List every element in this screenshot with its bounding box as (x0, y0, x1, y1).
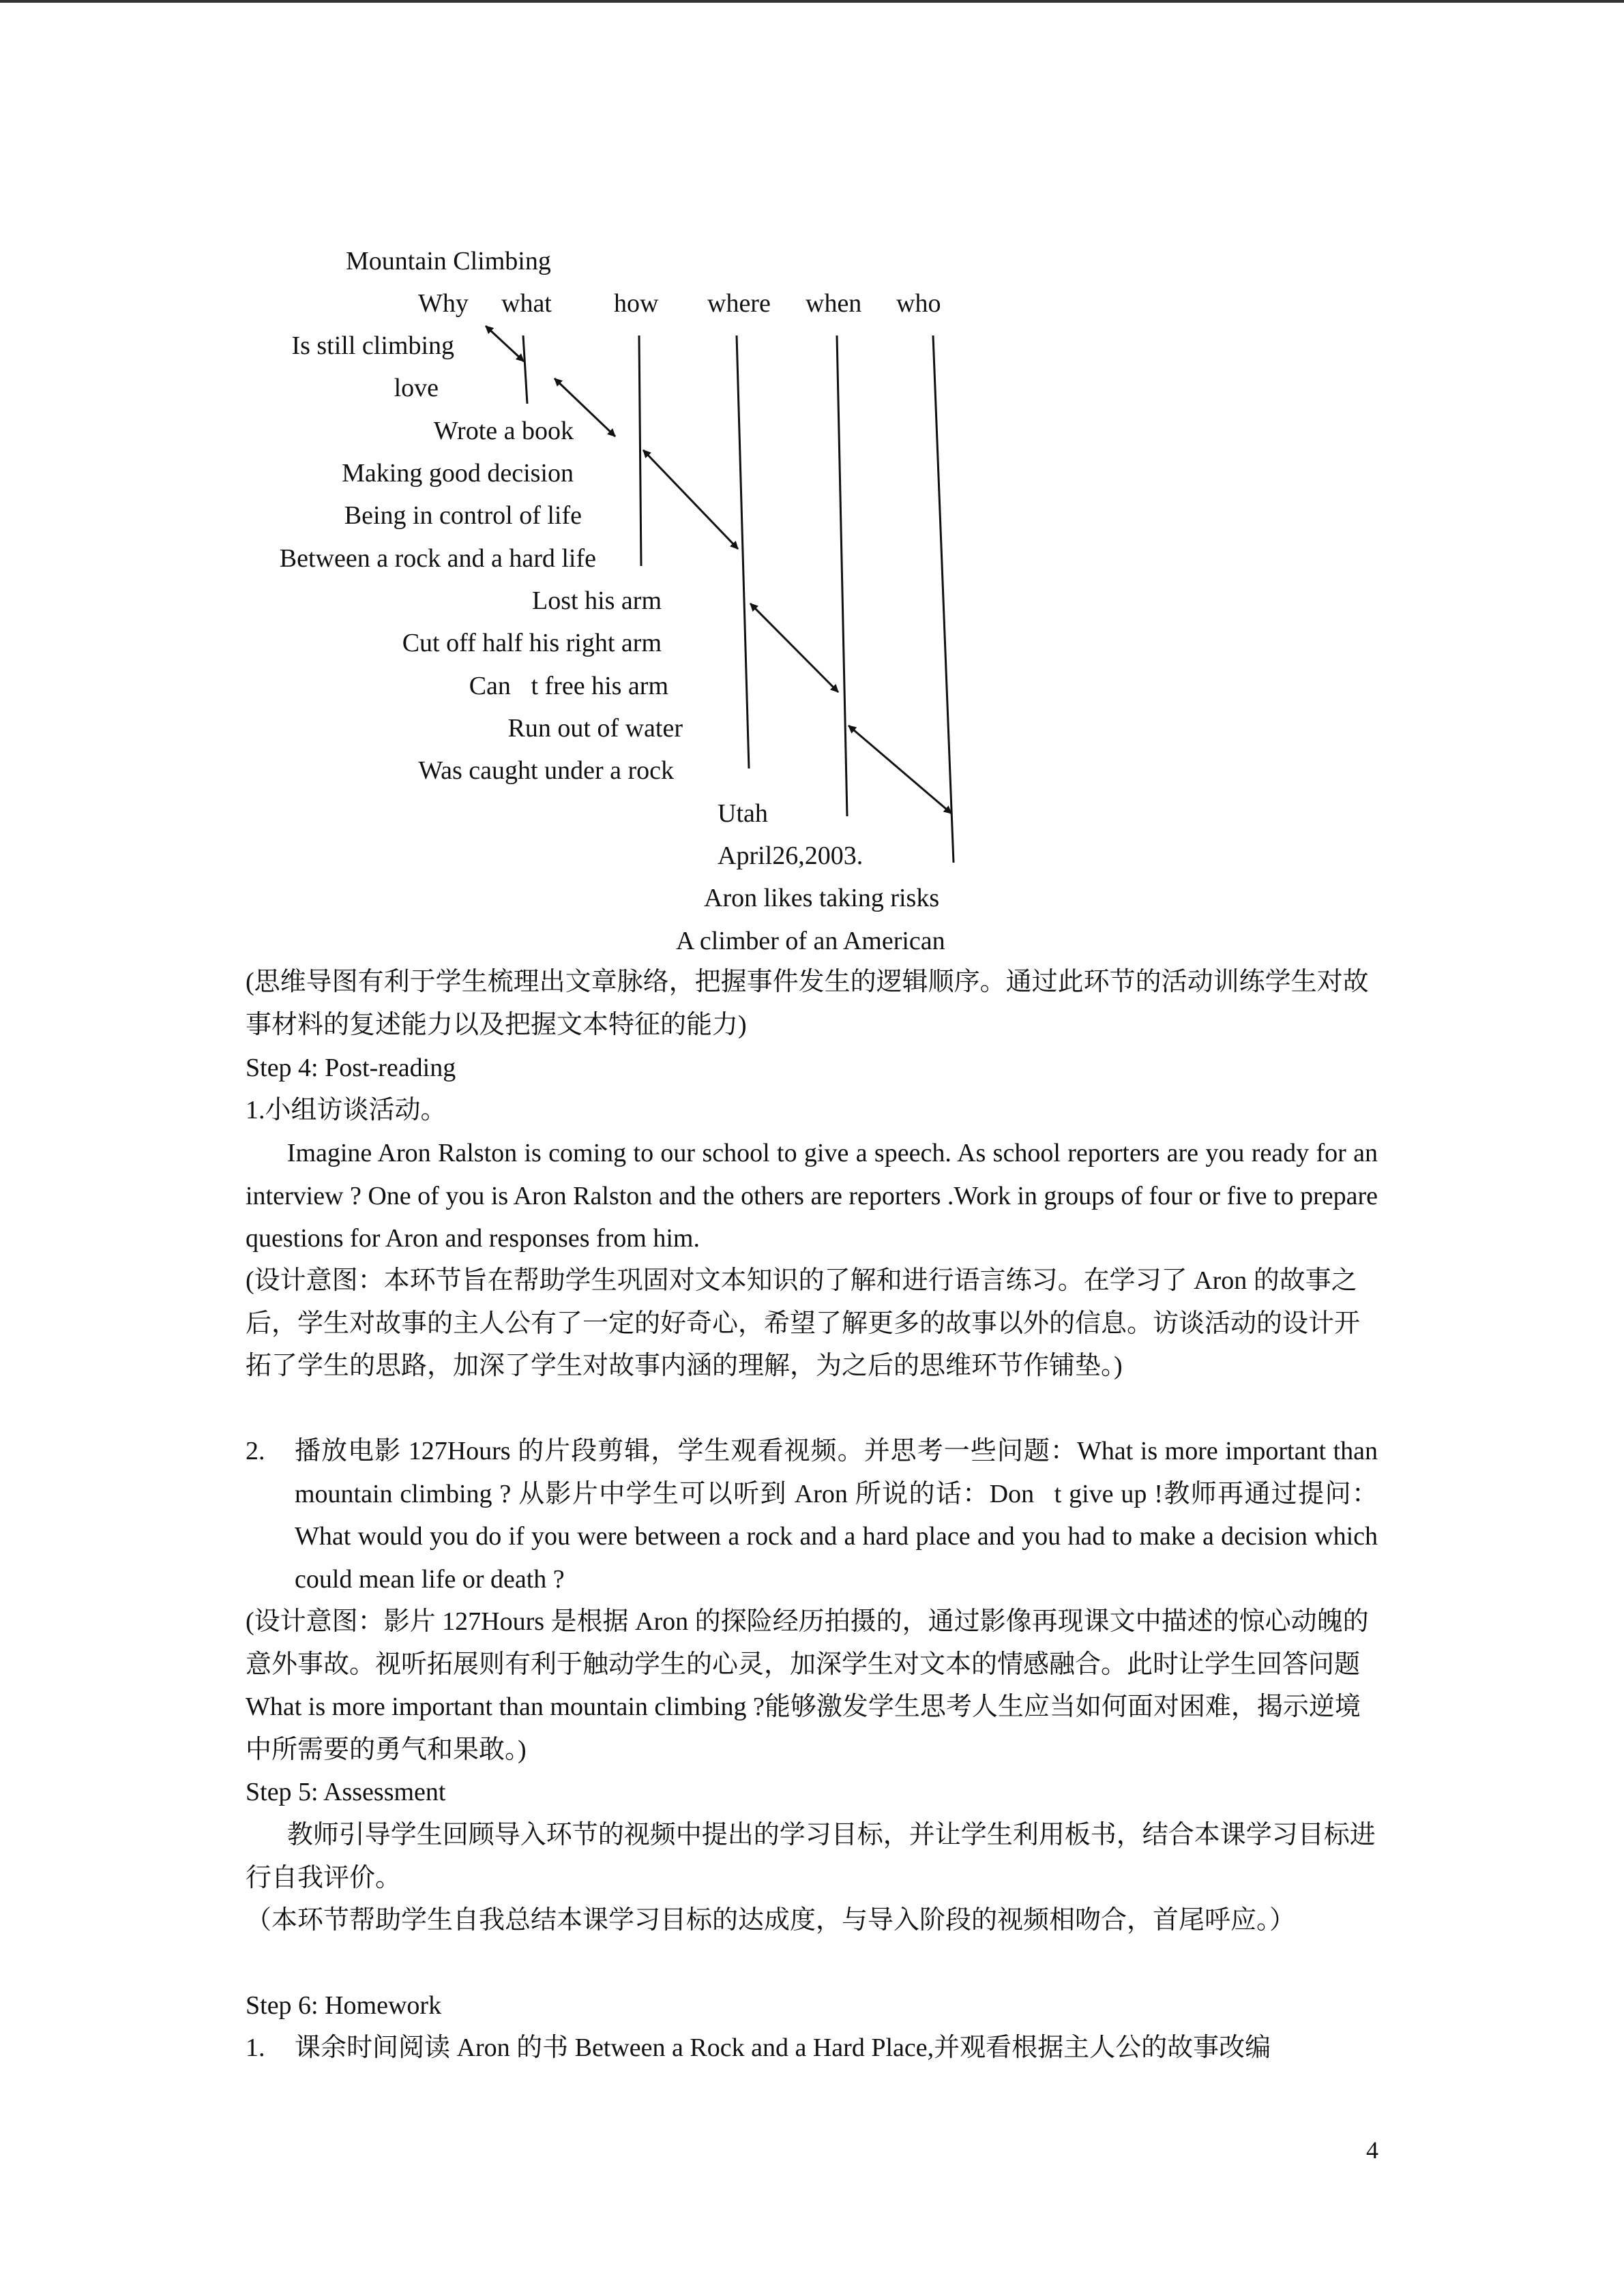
diagram-item: Making good decision (342, 459, 574, 488)
connector-arrow (555, 378, 615, 436)
step6-heading: Step 6: Homework (246, 1991, 442, 2020)
diagram-bottom-item: Utah (718, 799, 768, 828)
design-note-interview: (设计意图：本环节旨在帮助学生巩固对文本知识的了解和进行语言练习。在学习了 Aron 的故事之后，学生对故事的主人公有了一定的好奇心，希望了解更多的故事以外的信息。访谈活动的设计开拓了学生的思路，加深了学生对故事内涵的理解，为之后的思维环节作铺垫。) (246, 1266, 1361, 1380)
design-note-mindmap: (思维导图有利于学生梳理出文章脉络，把握事件发生的逻辑顺序。通过此环节的活动训练学生对故事材料的复述能力以及把握文本特征的能力) (246, 968, 1369, 1039)
page-number: 4 (1366, 2136, 1378, 2164)
timeline-line-what (523, 336, 527, 404)
diagram-item: Lost his arm (532, 586, 662, 615)
diagram-header-why: Why (418, 289, 469, 318)
timeline-line-when (837, 336, 847, 816)
activity-1: 1.小组访谈活动。 (246, 1096, 447, 1124)
connector-arrow (750, 603, 838, 692)
homework-1-number: 1. (246, 2033, 265, 2062)
diagram-bottom-item: April26,2003. (718, 841, 863, 870)
diagram-header-what: what (501, 289, 552, 318)
activity-2 (246, 1430, 1378, 1600)
connector-arrow (848, 726, 951, 814)
timeline-line-where (737, 336, 749, 769)
assessment-text: 教师引导学生回顾导入环节的视频中提出的学习目标，并让学生利用板书，结合本课学习目标进行自我评价。 (246, 1821, 1376, 1892)
diagram-item: Can t free his arm (469, 672, 668, 700)
connector-arrow (486, 326, 524, 361)
diagram-item: Was caught under a rock (418, 756, 674, 785)
homework-1 (246, 2027, 1378, 2070)
diagram-header-where: where (707, 289, 771, 318)
design-note-film: (设计意图：影片 127Hours 是根据 Aron 的探险经历拍摄的，通过影像再现课文中描述的惊心动魄的意外事故。视听拓展则有利于触动学生的心灵，加深学生对文本的情感融合。此时让学生回答问题 What is more important than mountain climbing ?能够激发学生思考人生应当如何面对困难，揭示逆境中所需要的勇气和果敢。) (246, 1607, 1369, 1764)
diagram-item: Between a rock and a hard life (279, 544, 596, 573)
timeline-line-who (933, 336, 954, 863)
diagram-item: Being in control of life (344, 501, 582, 530)
step4-heading: Step 4: Post-reading (246, 1054, 456, 1082)
diagram-item: Wrote a book (433, 417, 574, 445)
step5-heading: Step 5: Assessment (246, 1778, 446, 1806)
diagram-bottom-item: A climber of an American (676, 927, 945, 955)
diagram-title: Mountain Climbing (346, 247, 551, 275)
diagram-item: Cut off half his right arm (402, 629, 662, 657)
diagram-bottom-item: Aron likes taking risks (704, 884, 940, 912)
diagram-item: Run out of water (507, 714, 683, 743)
design-note-assessment: （本环节帮助学生自我总结本课学习目标的达成度，与导入阶段的视频相吻合，首尾呼应。） (246, 1906, 1296, 1935)
activity-2-number: 2. (246, 1437, 265, 1465)
diagram-header-who: who (896, 289, 941, 318)
connector-arrow (643, 450, 738, 549)
timeline-line-how (639, 336, 641, 566)
diagram-header-when: when (806, 289, 862, 318)
diagram-item: Is still climbing (291, 331, 454, 360)
diagram-item: love (394, 374, 439, 402)
homework-1-text: 课余时间阅读 Aron 的书 Between a Rock and a Hard Place,并观看根据主人公的故事改编 (295, 2033, 1271, 2062)
activity-2-text: 播放电影 127Hours 的片段剪辑，学生观看视频。并思考一些问题：What is more important than mountain climbing ? 从影片中学生可以听到 Aron 所说的话：Don t give up !教师再通过提问：What would you do if you were between a rock and a hard place and you had to make a decision which could mean life or death ? (295, 1437, 1378, 1594)
diagram-header-how: how (614, 289, 659, 318)
diagram-connectors (0, 0, 1624, 968)
interview-instructions: Imagine Aron Ralston is coming to our school to give a speech. As school reporters are you ready for an interview ? One of you is Aron Ralston and the others are reporters .Work in groups of four or five to prepare questions for Aron and responses from him. (246, 1139, 1378, 1253)
